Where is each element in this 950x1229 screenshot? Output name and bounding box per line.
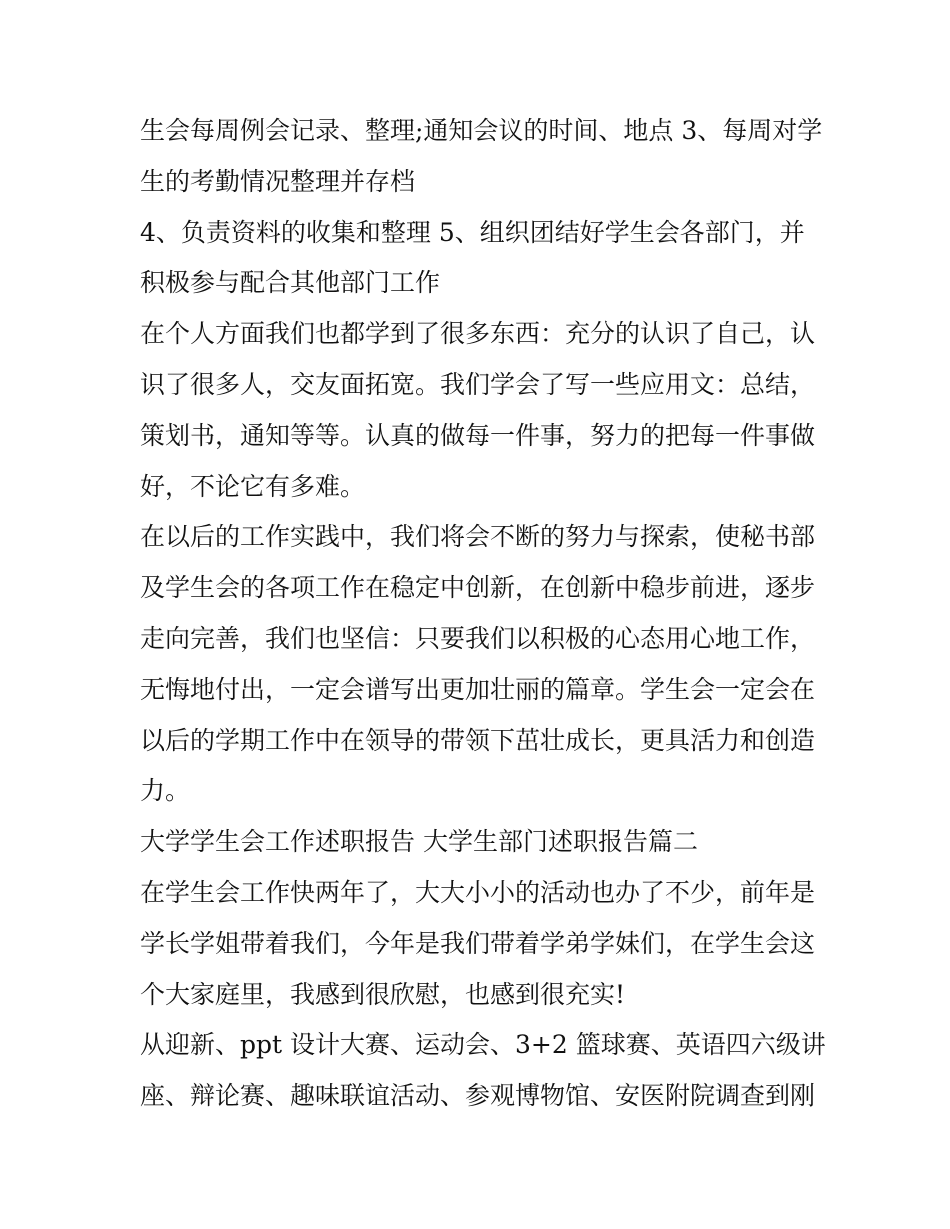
text-line: 生会每周例会记录、整理;通知会议的时间、地点 3、每周对学 (140, 116, 823, 145)
text-line: 在个人方面我们也都学到了很多东西：充分的认识了自己，认 (140, 319, 816, 349)
text-line: 走向完善，我们也坚信：只要我们以积极的心态用心地工作， (140, 623, 816, 653)
text-line: 无悔地付出，一定会谱写出更加壮丽的篇章。学生会一定会在 (140, 674, 816, 704)
text-line: 识了很多人，交友面拓宽。我们学会了写一些应用文：总结， (140, 369, 816, 399)
text-line: 及学生会的各项工作在稳定中创新，在创新中稳步前进，逐步 (140, 573, 816, 603)
text-line: 积极参与配合其他部门工作 (140, 268, 441, 298)
text-line: 力。 (140, 776, 191, 806)
section-heading: 大学学生会工作述职报告 大学生部门述职报告篇二 (140, 827, 698, 857)
text-line: 从迎新、ppt 设计大赛、运动会、3+2 篮球赛、英语四六级讲 (140, 1030, 826, 1060)
text-line: 策划书，通知等等。认真的做每一件事，努力的把每一件事做 (140, 420, 816, 450)
text-line: 4、负责资料的收集和整理 5、组织团结好学生会各部门，并 (140, 217, 805, 247)
text-line: 以后的学期工作中在领导的带领下茁壮成长，更具活力和创造 (140, 725, 816, 755)
text-line: 生的考勤情况整理并存档 (140, 166, 416, 196)
text-line: 座、辩论赛、趣味联谊活动、参观博物馆、安医附院调查到刚 (140, 1081, 816, 1111)
text-line: 在以后的工作实践中，我们将会不断的努力与探索，使秘书部 (140, 522, 816, 552)
text-line: 在学生会工作快两年了，大大小小的活动也办了不少，前年是 (140, 877, 816, 907)
text-line: 好，不论它有多难。 (140, 471, 366, 501)
text-line: 学长学姐带着我们，今年是我们带着学弟学妹们，在学生会这 (140, 928, 816, 958)
document-body (140, 106, 826, 1122)
text-line: 个大家庭里，我感到很欣慰，也感到很充实! (140, 979, 626, 1009)
